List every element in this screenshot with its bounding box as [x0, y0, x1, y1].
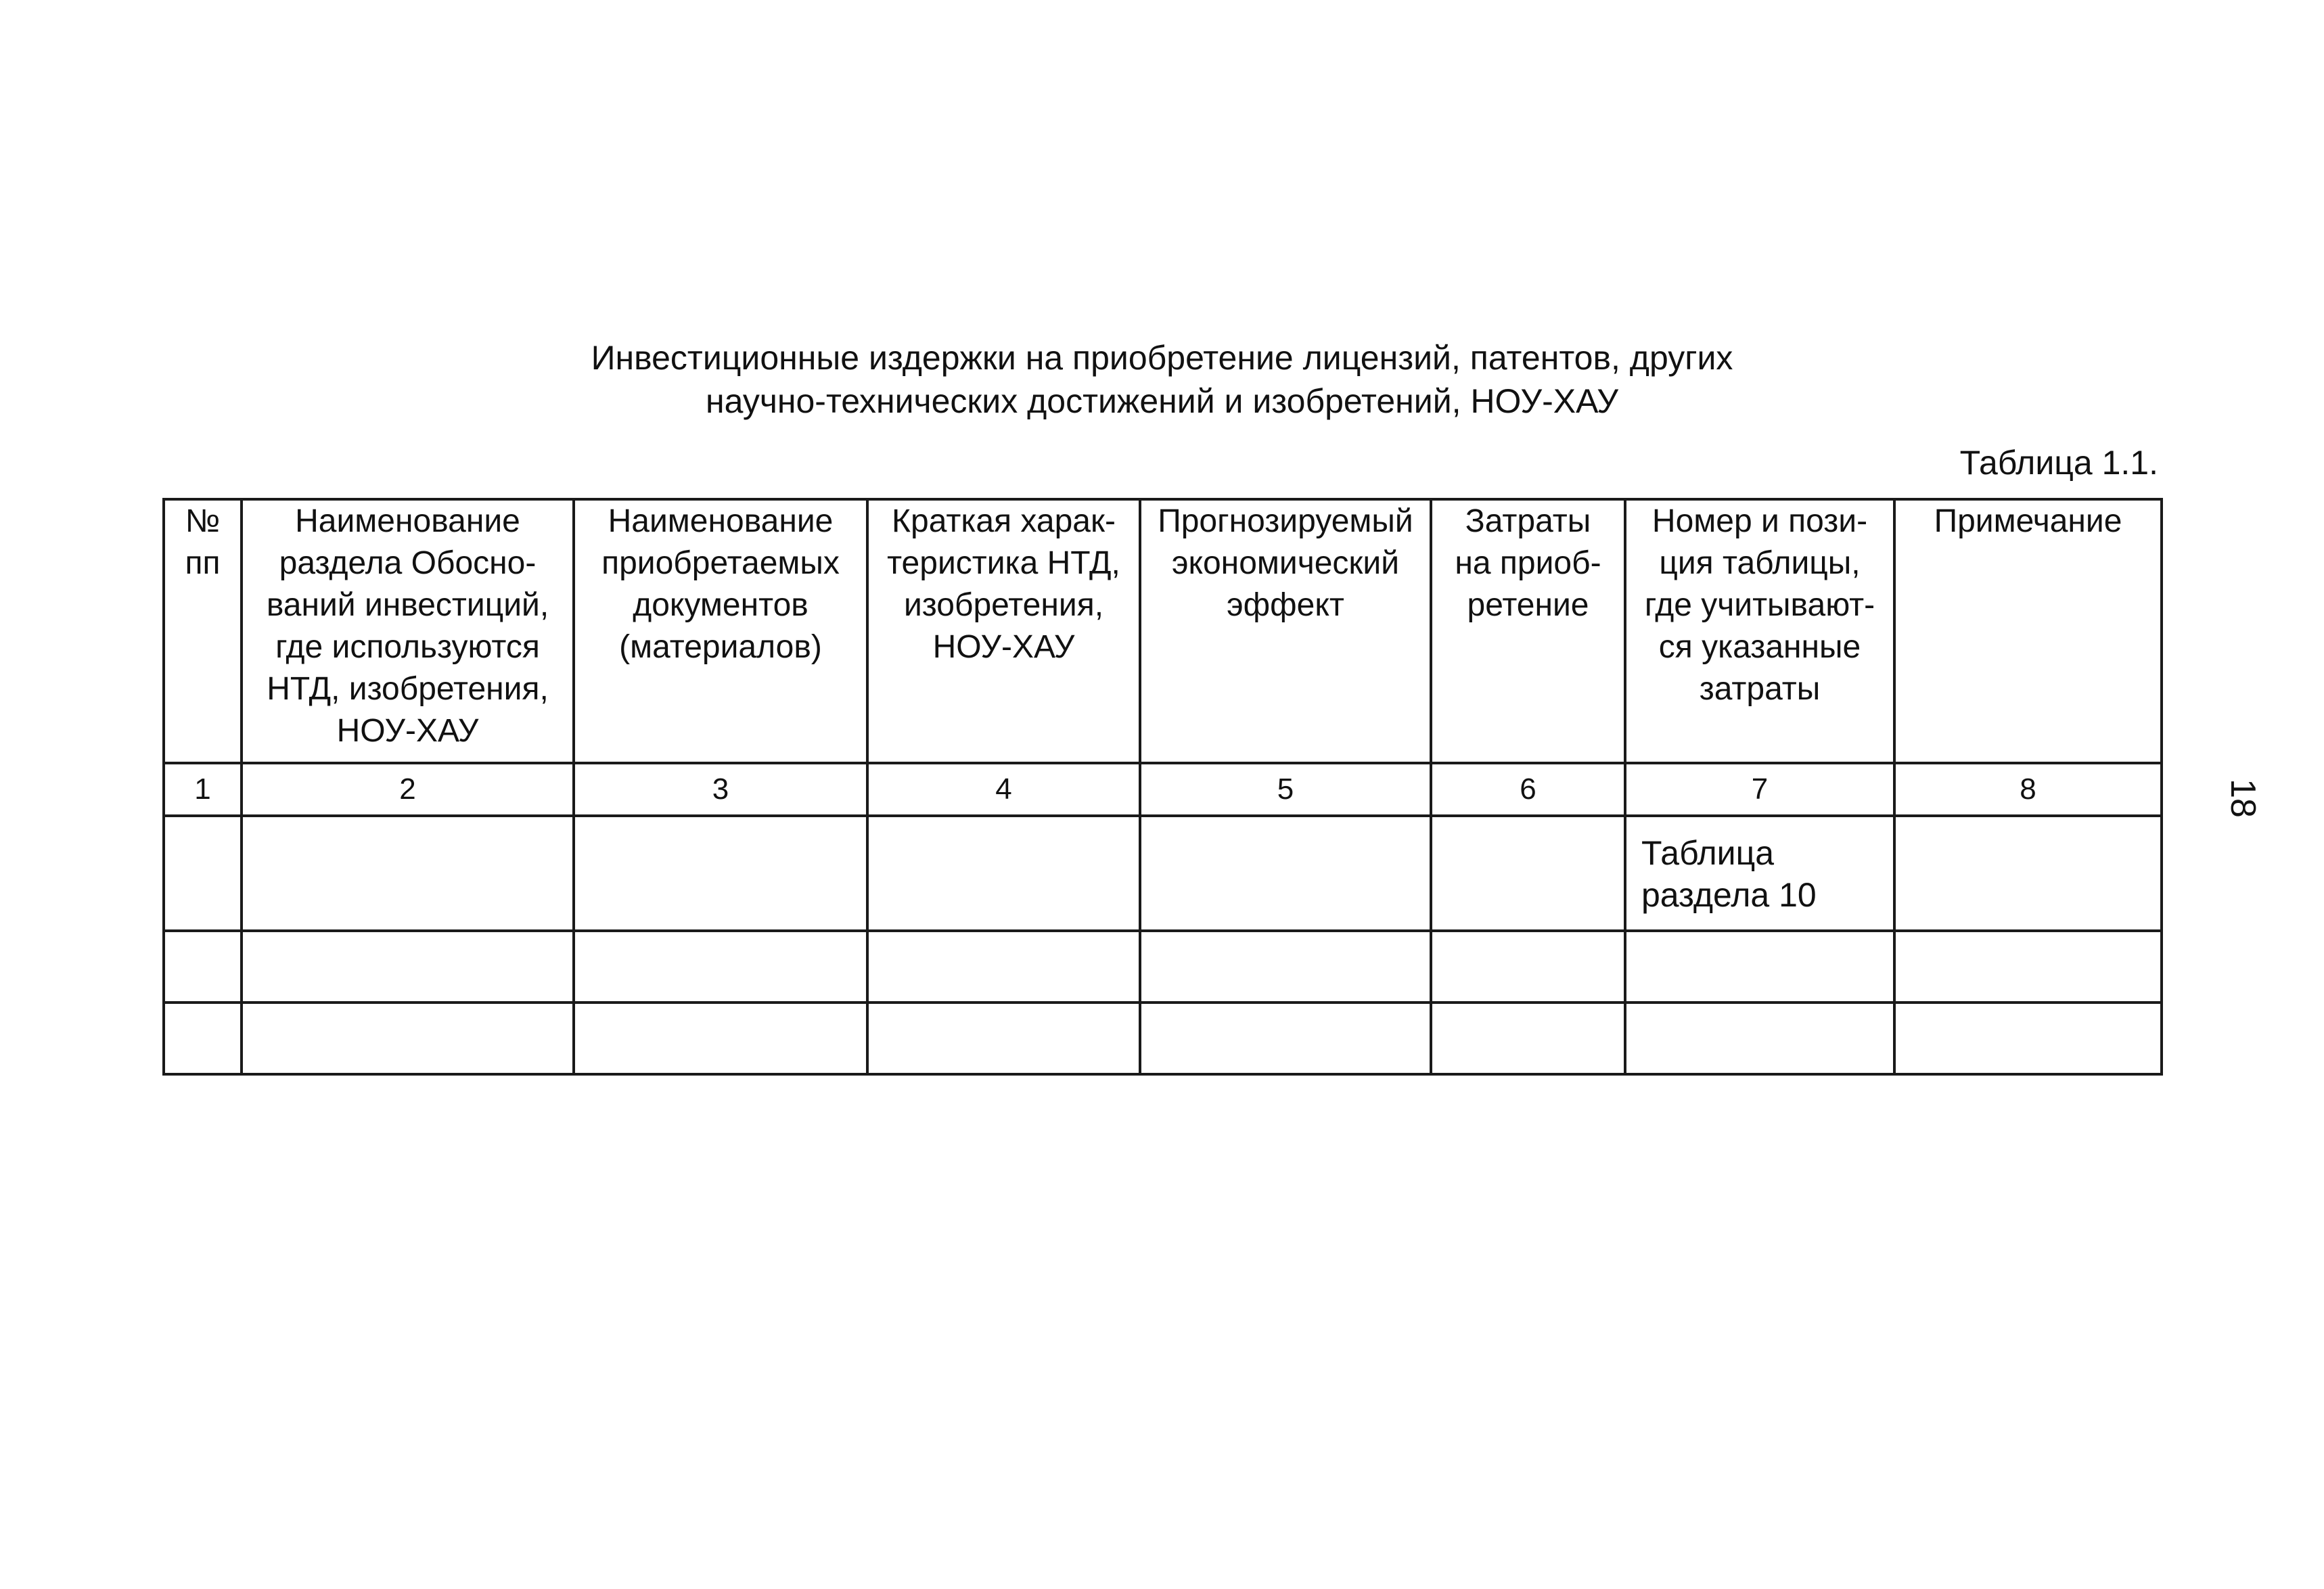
investment-costs-table	[162, 498, 2163, 1076]
column-number-2: 2	[242, 763, 574, 816]
column-number-7: 7	[1625, 763, 1894, 816]
header-cell-note	[1894, 499, 2162, 763]
table-cell	[1431, 816, 1625, 931]
document-title-line-1: Инвестиционные издержки на приобретение лицензий, патентов, других	[591, 339, 1733, 377]
table-cell	[1894, 1003, 2162, 1074]
header-cell-economic-effect	[1140, 499, 1431, 763]
header-note-label: Примечание	[1934, 503, 2122, 539]
document-title-line-2: научно-технических достижений и изобретений, НОУ-ХАУ	[705, 382, 1619, 420]
table-row	[164, 816, 2162, 931]
header-brief-description-label: Краткая харак- теристика НТД, изобретения, НОУ-ХАУ	[887, 503, 1120, 665]
table-cell	[1894, 816, 2162, 931]
table-cell	[867, 816, 1140, 931]
table-cell	[1140, 931, 1431, 1003]
header-documents-name-label: Наименование приобретаемых документов (материалов)	[601, 503, 840, 665]
table-cell	[1431, 931, 1625, 1003]
table-cell	[164, 931, 242, 1003]
header-economic-effect-label: Прогнозируемый экономический эффект	[1158, 503, 1413, 623]
table-reference-cell: Таблица раздела 10	[1625, 816, 1894, 931]
column-number-3: 3	[574, 763, 867, 816]
document-title	[0, 336, 2324, 423]
column-number-row	[164, 763, 2162, 816]
table-cell	[867, 1003, 1140, 1074]
table-cell	[164, 816, 242, 931]
column-number-1: 1	[164, 763, 242, 816]
header-table-reference-label: Номер и пози- ция таблицы, где учитывают- ся указанные затраты	[1644, 503, 1875, 707]
header-cell-number	[164, 499, 242, 763]
header-cell-table-reference	[1625, 499, 1894, 763]
column-number-5: 5	[1140, 763, 1431, 816]
header-number-label: № пп	[185, 503, 221, 581]
header-cell-documents-name	[574, 499, 867, 763]
table-cell	[1140, 816, 1431, 931]
table-cell	[574, 816, 867, 931]
table-cell	[574, 931, 867, 1003]
column-number-4: 4	[867, 763, 1140, 816]
column-number-6: 6	[1431, 763, 1625, 816]
table-cell	[1431, 1003, 1625, 1074]
table-cell	[1894, 931, 2162, 1003]
table-cell	[242, 1003, 574, 1074]
header-cell-section-name	[242, 499, 574, 763]
table-cell	[242, 931, 574, 1003]
table-row	[164, 931, 2162, 1003]
header-acquisition-costs-label: Затраты на приоб- ретение	[1455, 503, 1601, 623]
table-cell	[242, 816, 574, 931]
table-cell	[164, 1003, 242, 1074]
table-cell	[1625, 1003, 1894, 1074]
page-number: 18	[2223, 779, 2262, 818]
table-cell	[1140, 1003, 1431, 1074]
table-cell	[867, 931, 1140, 1003]
header-cell-brief-description	[867, 499, 1140, 763]
table-number: Таблица 1.1.	[1959, 444, 2158, 482]
table-header-row	[164, 499, 2162, 763]
table-cell	[574, 1003, 867, 1074]
header-cell-acquisition-costs	[1431, 499, 1625, 763]
table-row	[164, 1003, 2162, 1074]
column-number-8: 8	[1894, 763, 2162, 816]
table-cell	[1625, 931, 1894, 1003]
header-section-name-label: Наименование раздела Обосно- ваний инвестиций, где используются НТД, изобретения, НОУ-ХАУ	[266, 503, 549, 749]
